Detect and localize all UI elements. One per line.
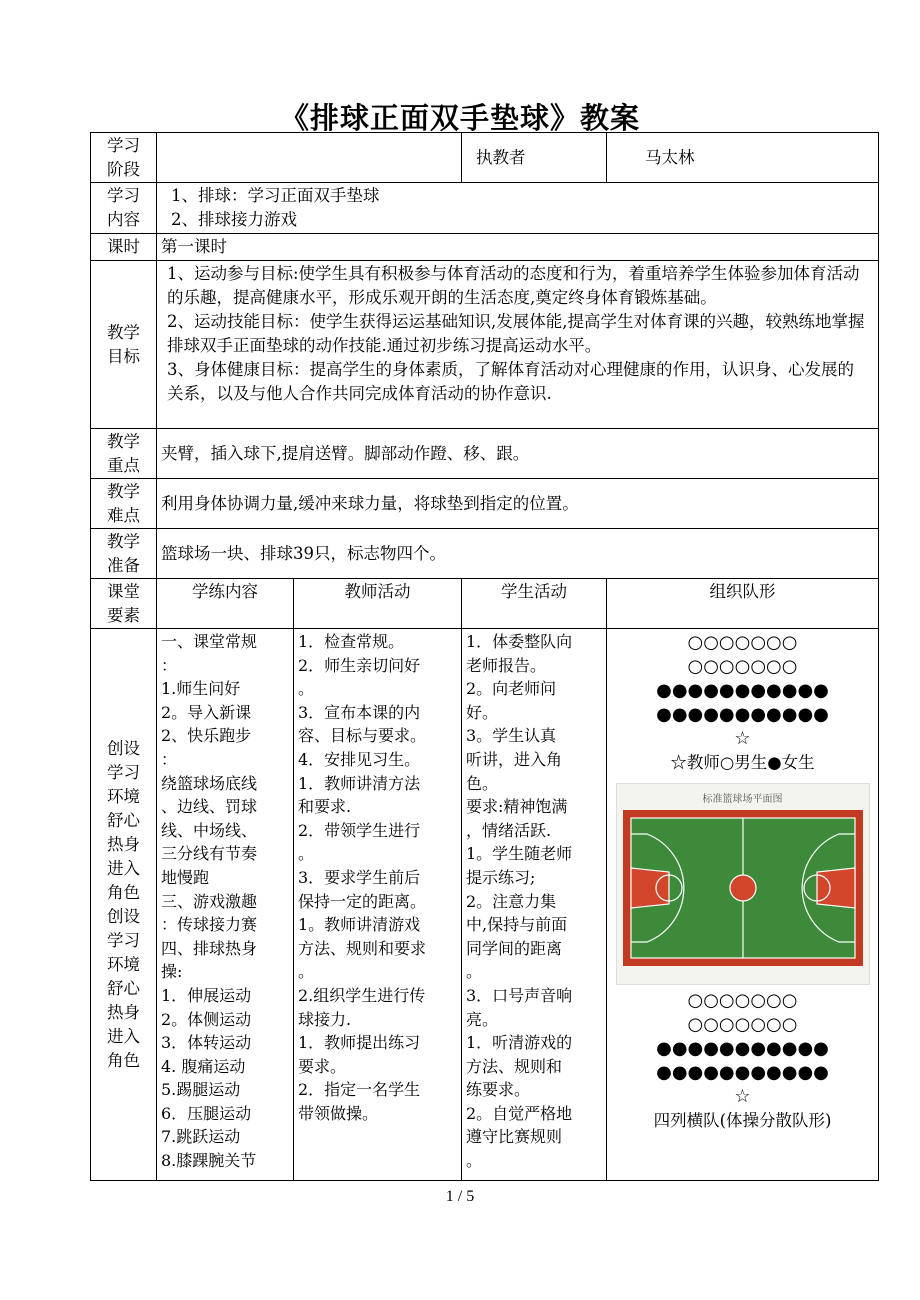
key-points-value: 夹臂，插入球下,提肩送臂。脚部动作蹬、移、跟。 (157, 429, 879, 479)
formation-cell (607, 629, 879, 1181)
period-label: 课时 (91, 234, 157, 261)
lesson-plan-table (90, 132, 879, 1181)
goals-row (91, 261, 879, 429)
content-label: 学习 内容 (91, 183, 157, 234)
preparation-row (91, 529, 879, 579)
col-formation-header: 组织队形 (607, 579, 879, 629)
period-row (91, 234, 879, 261)
practice-content: 一、课堂常规 ： 1.师生问好 2。导入新课 2、快乐跑步 ： 绕篮球场底线 、边线、罚球 线、中场线、 三分线有节奏 地慢跑 三、游戏激趣 ：传球接力赛 四、排球热身 操: 1．伸展运动 2。体侧运动 3．体转运动 4. 腹痛运动 5.踢腿运动 6．压腿运动 7.跳跃运动 8.膝踝腕关节 (157, 629, 294, 1181)
page-number: 1 / 5 (445, 1188, 475, 1205)
content-line-2: 2、排球接力游戏 (171, 210, 297, 229)
formation-row-girls-3: ●●●●●●●●●●● (656, 1038, 829, 1059)
key-points-label: 教学 重点 (91, 429, 157, 479)
formation-row-girls-2: ●●●●●●●●●●● (656, 704, 829, 725)
col-student-header: 学生活动 (462, 579, 607, 629)
header-row (91, 579, 879, 629)
difficulty-value: 利用身体协调力量,缓冲来球力量，将球垫到指定的位置。 (157, 479, 879, 529)
formation-row-girls-1: ●●●●●●●●●●● (656, 680, 829, 701)
preparation-value: 篮球场一块、排球39只，标志物四个。 (157, 529, 879, 579)
bottom-star-icon: ☆ (734, 1086, 751, 1107)
stage-row (91, 133, 879, 183)
teacher-label: 执教者 (462, 133, 607, 183)
formation-row-girls-4: ●●●●●●●●●●● (656, 1062, 829, 1083)
teacher-activity: 1．检查常规。 2．师生亲切问好 。 3．宣布本课的内 容、目标与要求。 4．安排见习生。 1．教师讲清方法 和要求. 2．带领学生进行 。 3．要求学生前后 保持一定的距离。 1。教师讲清游戏 方法、规则和要求 。 2.组织学生进行传 球接力. 1．教师提出练习 要求。 2．指定一名学生 带领做操。 (294, 629, 462, 1181)
formation-row-boys-2: ○○○○○○○ (687, 656, 798, 677)
court-drawing (617, 784, 869, 984)
content-row (91, 183, 879, 234)
key-points-row (91, 429, 879, 479)
formation-row-boys-4: ○○○○○○○ (687, 1014, 798, 1035)
goals-label: 教学 目标 (91, 261, 157, 429)
formation-legend: ☆教师○男生●女生 (670, 753, 815, 772)
teacher-name: 马太林 (607, 133, 879, 183)
court-title: 标准篮球场平面图 (702, 794, 783, 805)
period-value: 第一课时 (157, 234, 879, 261)
stage-label: 学习 阶段 (91, 133, 157, 183)
preparation-label: 教学 准备 (91, 529, 157, 579)
section-label: 创设 学习 环境 舒心 热身 进入 角色 创设 学习 环境 舒心 热身 进入 角色 (91, 629, 157, 1181)
student-activity: 1．体委整队向 老师报告。 2。向老师问 好。 3。学生认真 听讲，进入角 色。 要求:精神饱满 ，情绪活跃. 1。学生随老师 提示练习; 2。注意力集 中,保持与前面 同学间的距离 。 3．口号声音响 亮。 1．听清游戏的 方法、规则和 练要求。 2。自觉严格地 遵守比赛规则 。 (462, 629, 607, 1181)
document-title: 《排球正面双手垫球》教案 (279, 101, 640, 135)
elements-label: 课堂 要素 (91, 579, 157, 629)
goals-text: 1、运动参与目标:使学生具有积极参与体育活动的态度和行为，着重培养学生体验参加体育活动的乐趣，提高健康水平，形成乐观开朗的生活态度,奠定终身体育锻炼基础。 2、运动技能目标：使学生获得运运基础知识,发展体能,提高学生对体育课的兴趣，较熟练地掌握排球双手正面垫球的动作技能.通过初步练习提高运动水平。 3、身体健康目标：提高学生的身体素质，了解体育活动对心理健康的作用，认识身、心发展的关系，以及与他人合作共同完成体育活动的协作意识. (157, 261, 879, 429)
stage-value (157, 133, 462, 183)
formation-caption: 四列横队(体操分散队形) (653, 1111, 832, 1130)
col-teacher-header: 教师活动 (294, 579, 462, 629)
difficulty-label: 教学 难点 (91, 479, 157, 529)
formation-row-boys-1: ○○○○○○○ (687, 632, 798, 653)
main-row (91, 629, 879, 1181)
col-content-header: 学练内容 (157, 579, 294, 629)
formation-row-boys-3: ○○○○○○○ (687, 990, 798, 1011)
teacher-star-icon: ☆ (734, 728, 751, 749)
content-line-1: 1、排球：学习正面双手垫球 (171, 186, 380, 205)
basketball-court-diagram (616, 783, 870, 985)
difficulty-row (91, 479, 879, 529)
